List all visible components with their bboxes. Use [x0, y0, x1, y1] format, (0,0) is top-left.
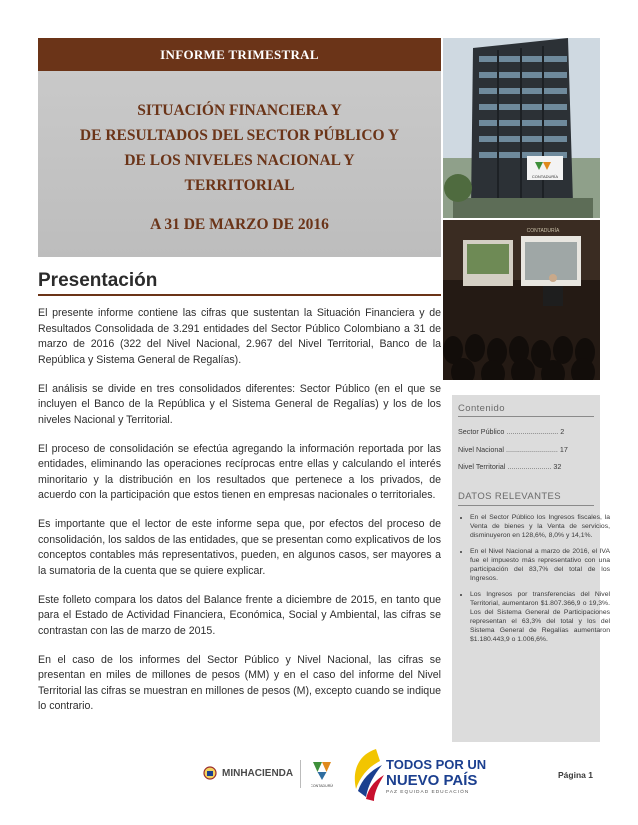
- highlights-divider: [458, 505, 594, 506]
- minhacienda-logo: [203, 763, 293, 783]
- cgn-logo: [311, 758, 333, 790]
- conference-banner-text: CONTADURÍA: [526, 228, 560, 234]
- toc-label: Nivel Territorial: [458, 462, 506, 471]
- toc-label: Sector Público: [458, 427, 505, 436]
- coat-of-arms-icon: [203, 766, 217, 780]
- title-line: DE LOS NIVELES NACIONAL Y: [124, 152, 355, 169]
- presentation-body: [38, 306, 441, 728]
- building-photo: [443, 38, 600, 218]
- slogan-line-2: NUEVO PAÍS: [386, 772, 478, 789]
- toc-label: Nivel Nacional: [458, 445, 504, 454]
- contents-divider: [458, 416, 594, 417]
- body-paragraph: Este folleto compara los datos del Balance frente a diciembre de 2015, en tanto que para el Estado de Actividad Financiera, Económica, Social y Ambiental, las cifras se contrastan con las de marzo de 2015.: [38, 593, 441, 637]
- body-paragraph: En el caso de los informes del Sector Público y Nivel Nacional, las cifras se presentan en miles de millones de pesos (MM) y en el caso del informe del Nivel Territorial las cifras se muestran en millones de pesos (M), excepto cuando se indique lo contrario.: [38, 653, 441, 712]
- toc-dots: ..........................: [505, 445, 558, 454]
- toc-item-nivel-nacional[interactable]: [458, 445, 594, 454]
- sidebar: [452, 395, 610, 742]
- report-title: [38, 98, 441, 198]
- toc-page: 2: [560, 427, 565, 436]
- highlights-title: DATOS RELEVANTES: [458, 491, 562, 502]
- slogan-line-3: PAZ EQUIDAD EDUCACIÓN: [386, 790, 470, 795]
- report-type-header: [38, 38, 441, 71]
- toc-dots: ......................: [507, 462, 552, 471]
- building-sign-text: CONTADURÍA: [531, 174, 559, 179]
- toc-page: 17: [559, 445, 568, 454]
- toc-item-sector-publico[interactable]: [458, 427, 594, 436]
- title-line: SITUACIÓN FINANCIERA Y: [137, 102, 342, 119]
- body-paragraph: Es importante que el lector de este informe sepa que, por efectos del proceso de consolidación, los saldos de las entidades, que se presentan como explicativos de los conceptos contables más representativos, pueden, en algunos casos, ser mayores a la sumatoria de la cuenta que se quiere explicar.: [38, 518, 441, 577]
- minhacienda-label: MINHACIENDA: [222, 767, 294, 779]
- section-title: Presentación: [38, 270, 158, 291]
- cgn-label: CONTADURÍA: [311, 784, 333, 788]
- contents-title: Contenido: [458, 403, 505, 414]
- section-divider: [38, 294, 441, 296]
- body-paragraph: El presente informe contiene las cifras que sustentan la Situación Financiera y de Resultados Consolidada de 3.291 entidades del Sector Público Colombiano a 31 de marzo de 2016 (322 del Nivel Nacional, 2.967 del Nivel Territorial, Banco de la República y Sistema General de Regalías).: [38, 307, 441, 366]
- toc-item-nivel-territorial[interactable]: [458, 462, 594, 471]
- title-line: DE RESULTADOS DEL SECTOR PÚBLICO Y: [79, 127, 400, 144]
- highlight-item: • En el Nivel Nacional a marzo de 2016, el IVA fue el impuesto más representativo con una participación del 83,7% del total de los Ingresos.: [470, 547, 610, 583]
- flag-swoosh-icon: [346, 745, 386, 803]
- highlight-item: • Los Ingresos por transferencias del Nivel Territorial, aumentaron $1.807.366,9 o 19,3%. Los del Sistema General de Participaciones representan el 63,3% del total y los del Sistema General de Regalías aumentaron $1.180.443,9 o 1.006,6%.: [470, 590, 610, 644]
- title-line: TERRITORIAL: [184, 177, 295, 194]
- page-number: Página 1: [558, 770, 593, 780]
- toc-page: 32: [553, 462, 562, 471]
- footer-divider: [300, 760, 301, 788]
- highlights-list: [456, 513, 610, 651]
- toc-dots: ..........................: [506, 427, 559, 436]
- body-paragraph: El proceso de consolidación se efectúa agregando la información reportada por las entidades, eliminando las operaciones recíprocas entre ellas y calculando el interés minoritario y la distribución en los resultados que pertenece a los privados, de acuerdo con la participación que estos tienen en empresas nacionales o territoriales.: [38, 442, 441, 501]
- report-type-label: INFORME TRIMESTRAL: [160, 46, 319, 62]
- slogan-line-1: TODOS POR UN: [386, 757, 487, 772]
- conference-photo: [443, 220, 600, 380]
- body-paragraph: El análisis se divide en tres consolidados diferentes: Sector Público (en el que se incluyen el Banco de la República y el Sistema General de Regalías) y los de los niveles Nacional y Territorial.: [38, 382, 441, 426]
- report-date: A 31 DE MARZO DE 2016: [150, 216, 329, 233]
- todos-por-un-nuevo-pais-logo: [346, 745, 487, 803]
- highlight-item: • En el Sector Público los Ingresos fiscales, la Venta de bienes y la Venta de servicios, disminuyeron en 128,6%, 8,0% y 14,1%.: [470, 513, 610, 540]
- report-title-block: [38, 71, 441, 257]
